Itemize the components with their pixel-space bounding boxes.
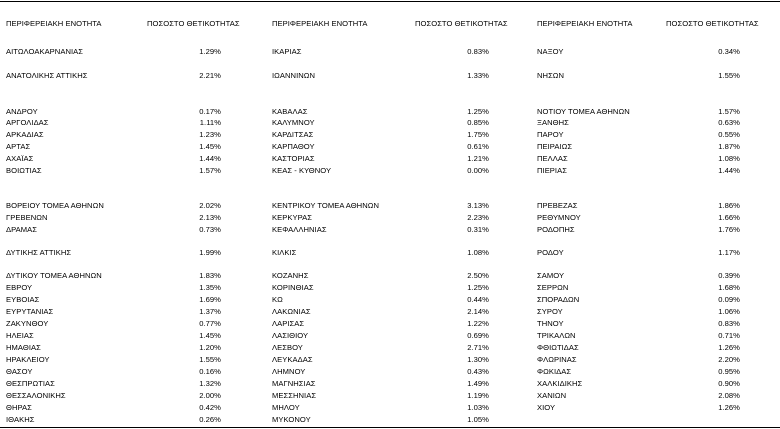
bottom-rule — [0, 427, 780, 428]
region-name: ΗΡΑΚΛΕΙΟΥ — [6, 355, 50, 364]
positivity-value: 1.03% — [467, 403, 489, 412]
positivity-value: 0.61% — [467, 142, 489, 151]
positivity-value: 1.32% — [199, 379, 221, 388]
region-name: ΚΟΖΑΝΗΣ — [272, 271, 309, 280]
positivity-value: 1.26% — [718, 343, 740, 352]
region-name: ΜΥΚΟΝΟΥ — [272, 415, 311, 424]
region-name: ΔΥΤΙΚΟΥ ΤΟΜΕΑ ΑΘΗΝΩΝ — [6, 271, 102, 280]
positivity-value: 0.26% — [199, 415, 221, 424]
region-name: ΛΑΣΙΘΙΟΥ — [272, 331, 309, 340]
region-name: ΚΑΡΠΑΘΟΥ — [272, 142, 315, 151]
positivity-value: 0.83% — [718, 319, 740, 328]
region-name: ΜΕΣΣΗΝΙΑΣ — [272, 391, 317, 400]
region-name: ΒΟΡΕΙΟΥ ΤΟΜΕΑ ΑΘΗΝΩΝ — [6, 201, 104, 210]
region-name: ΖΑΚΥΝΘΟΥ — [6, 319, 49, 328]
region-name: ΤΗΝΟΥ — [537, 319, 564, 328]
positivity-value: 1.76% — [718, 225, 740, 234]
region-name: ΚΑΛΥΜΝΟΥ — [272, 118, 315, 127]
region-name: ΚΙΛΚΙΣ — [272, 248, 297, 257]
positivity-value: 1.83% — [199, 271, 221, 280]
region-name: ΝΗΣΩΝ — [537, 71, 565, 80]
region-name: ΚΑΡΔΙΤΣΑΣ — [272, 130, 314, 139]
region-name: ΑΧΑΪΑΣ — [6, 154, 34, 163]
region-name: ΚΩ — [272, 295, 283, 304]
positivity-value: 1.75% — [467, 130, 489, 139]
positivity-value: 1.11% — [199, 118, 221, 127]
positivity-value: 1.22% — [467, 319, 489, 328]
positivity-value: 0.55% — [718, 130, 740, 139]
positivity-value: 1.08% — [718, 154, 740, 163]
header-positivity-rate: ΠΟΣΟΣΤΟ ΘΕΤΙΚΟΤΗΤΑΣ — [147, 19, 240, 28]
region-name: ΜΑΓΝΗΣΙΑΣ — [272, 379, 316, 388]
region-name: ΠΡΕΒΕΖΑΣ — [537, 201, 578, 210]
positivity-value: 1.37% — [199, 307, 221, 316]
region-name: ΘΕΣΣΑΛΟΝΙΚΗΣ — [6, 391, 66, 400]
positivity-value: 1.68% — [718, 283, 740, 292]
positivity-value: 1.17% — [718, 248, 740, 257]
positivity-value: 2.02% — [199, 201, 221, 210]
positivity-value: 1.55% — [199, 355, 221, 364]
positivity-value: 0.77% — [199, 319, 221, 328]
region-name: ΛΕΣΒΟΥ — [272, 343, 303, 352]
region-name: ΑΙΤΩΛΟΑΚΑΡΝΑΝΙΑΣ — [6, 47, 83, 56]
region-name: ΑΡΤΑΣ — [6, 142, 31, 151]
positivity-value: 1.20% — [199, 343, 221, 352]
region-name: ΙΚΑΡΙΑΣ — [272, 47, 302, 56]
positivity-value: 1.55% — [718, 71, 740, 80]
region-name: ΚΟΡΙΝΘΙΑΣ — [272, 283, 314, 292]
region-name: ΚΕΡΚΥΡΑΣ — [272, 213, 312, 222]
region-name: ΠΙΕΡΙΑΣ — [537, 166, 567, 175]
top-rule — [0, 1, 780, 2]
region-name: ΑΝΑΤΟΛΙΚΗΣ ΑΤΤΙΚΗΣ — [6, 71, 88, 80]
positivity-value: 1.21% — [467, 154, 489, 163]
positivity-value: 1.29% — [199, 47, 221, 56]
positivity-value: 1.23% — [199, 130, 221, 139]
region-name: ΑΡΚΑΔΙΑΣ — [6, 130, 44, 139]
positivity-value: 0.34% — [718, 47, 740, 56]
region-name: ΕΒΡΟΥ — [6, 283, 33, 292]
positivity-value: 2.50% — [467, 271, 489, 280]
region-name: ΦΩΚΙΔΑΣ — [537, 367, 572, 376]
region-name: ΙΩΑΝΝΙΝΩΝ — [272, 71, 316, 80]
positivity-value: 1.26% — [718, 403, 740, 412]
region-name: ΘΗΡΑΣ — [6, 403, 32, 412]
region-name: ΡΟΔΟΠΗΣ — [537, 225, 575, 234]
positivity-value: 1.57% — [199, 166, 221, 175]
positivity-value: 1.05% — [467, 415, 489, 424]
positivity-value: 2.14% — [467, 307, 489, 316]
region-name: ΞΑΝΘΗΣ — [537, 118, 569, 127]
region-name: ΚΑΣΤΟΡΙΑΣ — [272, 154, 315, 163]
positivity-value: 0.09% — [718, 295, 740, 304]
header-positivity-rate: ΠΟΣΟΣΤΟ ΘΕΤΙΚΟΤΗΤΑΣ — [415, 19, 508, 28]
region-name: ΕΥΡΥΤΑΝΙΑΣ — [6, 307, 54, 316]
header-region: ΠΕΡΙΦΕΡΕΙΑΚΗ ΕΝΟΤΗΤΑ — [6, 19, 102, 28]
positivity-value: 1.25% — [467, 107, 489, 116]
positivity-value: 1.33% — [467, 71, 489, 80]
region-name: ΔΡΑΜΑΣ — [6, 225, 38, 234]
region-name: ΣΥΡΟΥ — [537, 307, 563, 316]
region-name: ΗΜΑΘΙΑΣ — [6, 343, 41, 352]
positivity-value: 0.95% — [718, 367, 740, 376]
positivity-value: 1.66% — [718, 213, 740, 222]
positivity-value: 0.90% — [718, 379, 740, 388]
region-name: ΧΙΟΥ — [537, 403, 556, 412]
positivity-value: 1.45% — [199, 142, 221, 151]
region-name: ΝΑΞΟΥ — [537, 47, 564, 56]
region-name: ΣΠΟΡΑΔΩΝ — [537, 295, 580, 304]
positivity-value: 0.17% — [199, 107, 221, 116]
region-name: ΣΕΡΡΩΝ — [537, 283, 569, 292]
positivity-value: 2.21% — [199, 71, 221, 80]
region-name: ΛΑΡΙΣΑΣ — [272, 319, 305, 328]
region-name: ΓΡΕΒΕΝΩΝ — [6, 213, 48, 222]
positivity-value: 1.99% — [199, 248, 221, 257]
positivity-value: 0.73% — [199, 225, 221, 234]
positivity-value: 1.44% — [718, 166, 740, 175]
positivity-value: 2.20% — [718, 355, 740, 364]
positivity-value: 1.86% — [718, 201, 740, 210]
positivity-value: 0.43% — [467, 367, 489, 376]
positivity-value: 1.19% — [467, 391, 489, 400]
region-name: ΘΑΣΟΥ — [6, 367, 33, 376]
region-name: ΧΑΛΚΙΔΙΚΗΣ — [537, 379, 583, 388]
positivity-value: 1.30% — [467, 355, 489, 364]
region-name: ΑΡΓΟΛΙΔΑΣ — [6, 118, 49, 127]
positivity-value: 0.44% — [467, 295, 489, 304]
positivity-value: 0.00% — [467, 166, 489, 175]
region-name: ΠΑΡΟΥ — [537, 130, 564, 139]
positivity-value: 1.06% — [718, 307, 740, 316]
positivity-value: 2.00% — [199, 391, 221, 400]
region-name: ΑΝΔΡΟΥ — [6, 107, 38, 116]
positivity-value: 0.31% — [467, 225, 489, 234]
positivity-value: 0.16% — [199, 367, 221, 376]
region-name: ΛΕΥΚΑΔΑΣ — [272, 355, 313, 364]
region-name: ΡΕΘΥΜΝΟΥ — [537, 213, 581, 222]
region-name: ΙΘΑΚΗΣ — [6, 415, 35, 424]
region-name: ΚΑΒΑΛΑΣ — [272, 107, 308, 116]
positivity-value: 0.71% — [718, 331, 740, 340]
positivity-value: 1.57% — [718, 107, 740, 116]
region-name: ΔΥΤΙΚΗΣ ΑΤΤΙΚΗΣ — [6, 248, 72, 257]
positivity-value: 2.71% — [467, 343, 489, 352]
positivity-value: 0.85% — [467, 118, 489, 127]
region-name: ΠΕΛΛΑΣ — [537, 154, 568, 163]
positivity-value: 0.42% — [199, 403, 221, 412]
positivity-value: 0.83% — [467, 47, 489, 56]
positivity-value: 2.13% — [199, 213, 221, 222]
header-region: ΠΕΡΙΦΕΡΕΙΑΚΗ ΕΝΟΤΗΤΑ — [272, 19, 368, 28]
positivity-value: 0.39% — [718, 271, 740, 280]
region-name: ΝΟΤΙΟΥ ΤΟΜΕΑ ΑΘΗΝΩΝ — [537, 107, 630, 116]
positivity-value: 0.69% — [467, 331, 489, 340]
positivity-value: 3.13% — [467, 201, 489, 210]
positivity-value: 2.08% — [718, 391, 740, 400]
region-name: ΚΕΑΣ - ΚΥΘΝΟΥ — [272, 166, 332, 175]
positivity-value: 1.49% — [467, 379, 489, 388]
region-name: ΠΕΙΡΑΙΩΣ — [537, 142, 573, 151]
positivity-value: 1.44% — [199, 154, 221, 163]
region-name: ΚΕΝΤΡΙΚΟΥ ΤΟΜΕΑ ΑΘΗΝΩΝ — [272, 201, 379, 210]
region-name: ΛΗΜΝΟΥ — [272, 367, 306, 376]
region-name: ΦΛΩΡΙΝΑΣ — [537, 355, 577, 364]
header-region: ΠΕΡΙΦΕΡΕΙΑΚΗ ΕΝΟΤΗΤΑ — [537, 19, 633, 28]
positivity-value: 1.25% — [467, 283, 489, 292]
region-name: ΣΑΜΟΥ — [537, 271, 565, 280]
header-positivity-rate: ΠΟΣΟΣΤΟ ΘΕΤΙΚΟΤΗΤΑΣ — [666, 19, 759, 28]
positivity-value: 0.63% — [718, 118, 740, 127]
region-name: ΧΑΝΙΩΝ — [537, 391, 567, 400]
positivity-value: 1.69% — [199, 295, 221, 304]
positivity-value: 1.35% — [199, 283, 221, 292]
region-name: ΜΗΛΟΥ — [272, 403, 300, 412]
region-name: ΚΕΦΑΛΛΗΝΙΑΣ — [272, 225, 327, 234]
region-name: ΦΘΙΩΤΙΔΑΣ — [537, 343, 579, 352]
region-name: ΤΡΙΚΑΛΩΝ — [537, 331, 576, 340]
region-name: ΘΕΣΠΡΩΤΙΑΣ — [6, 379, 55, 388]
positivity-value: 1.08% — [467, 248, 489, 257]
positivity-value: 2.23% — [467, 213, 489, 222]
positivity-value: 1.45% — [199, 331, 221, 340]
region-name: ΕΥΒΟΙΑΣ — [6, 295, 40, 304]
region-name: ΡΟΔΟΥ — [537, 248, 564, 257]
region-name: ΒΟΙΩΤΙΑΣ — [6, 166, 42, 175]
positivity-value: 1.87% — [718, 142, 740, 151]
region-name: ΗΛΕΙΑΣ — [6, 331, 34, 340]
region-name: ΛΑΚΩΝΙΑΣ — [272, 307, 311, 316]
